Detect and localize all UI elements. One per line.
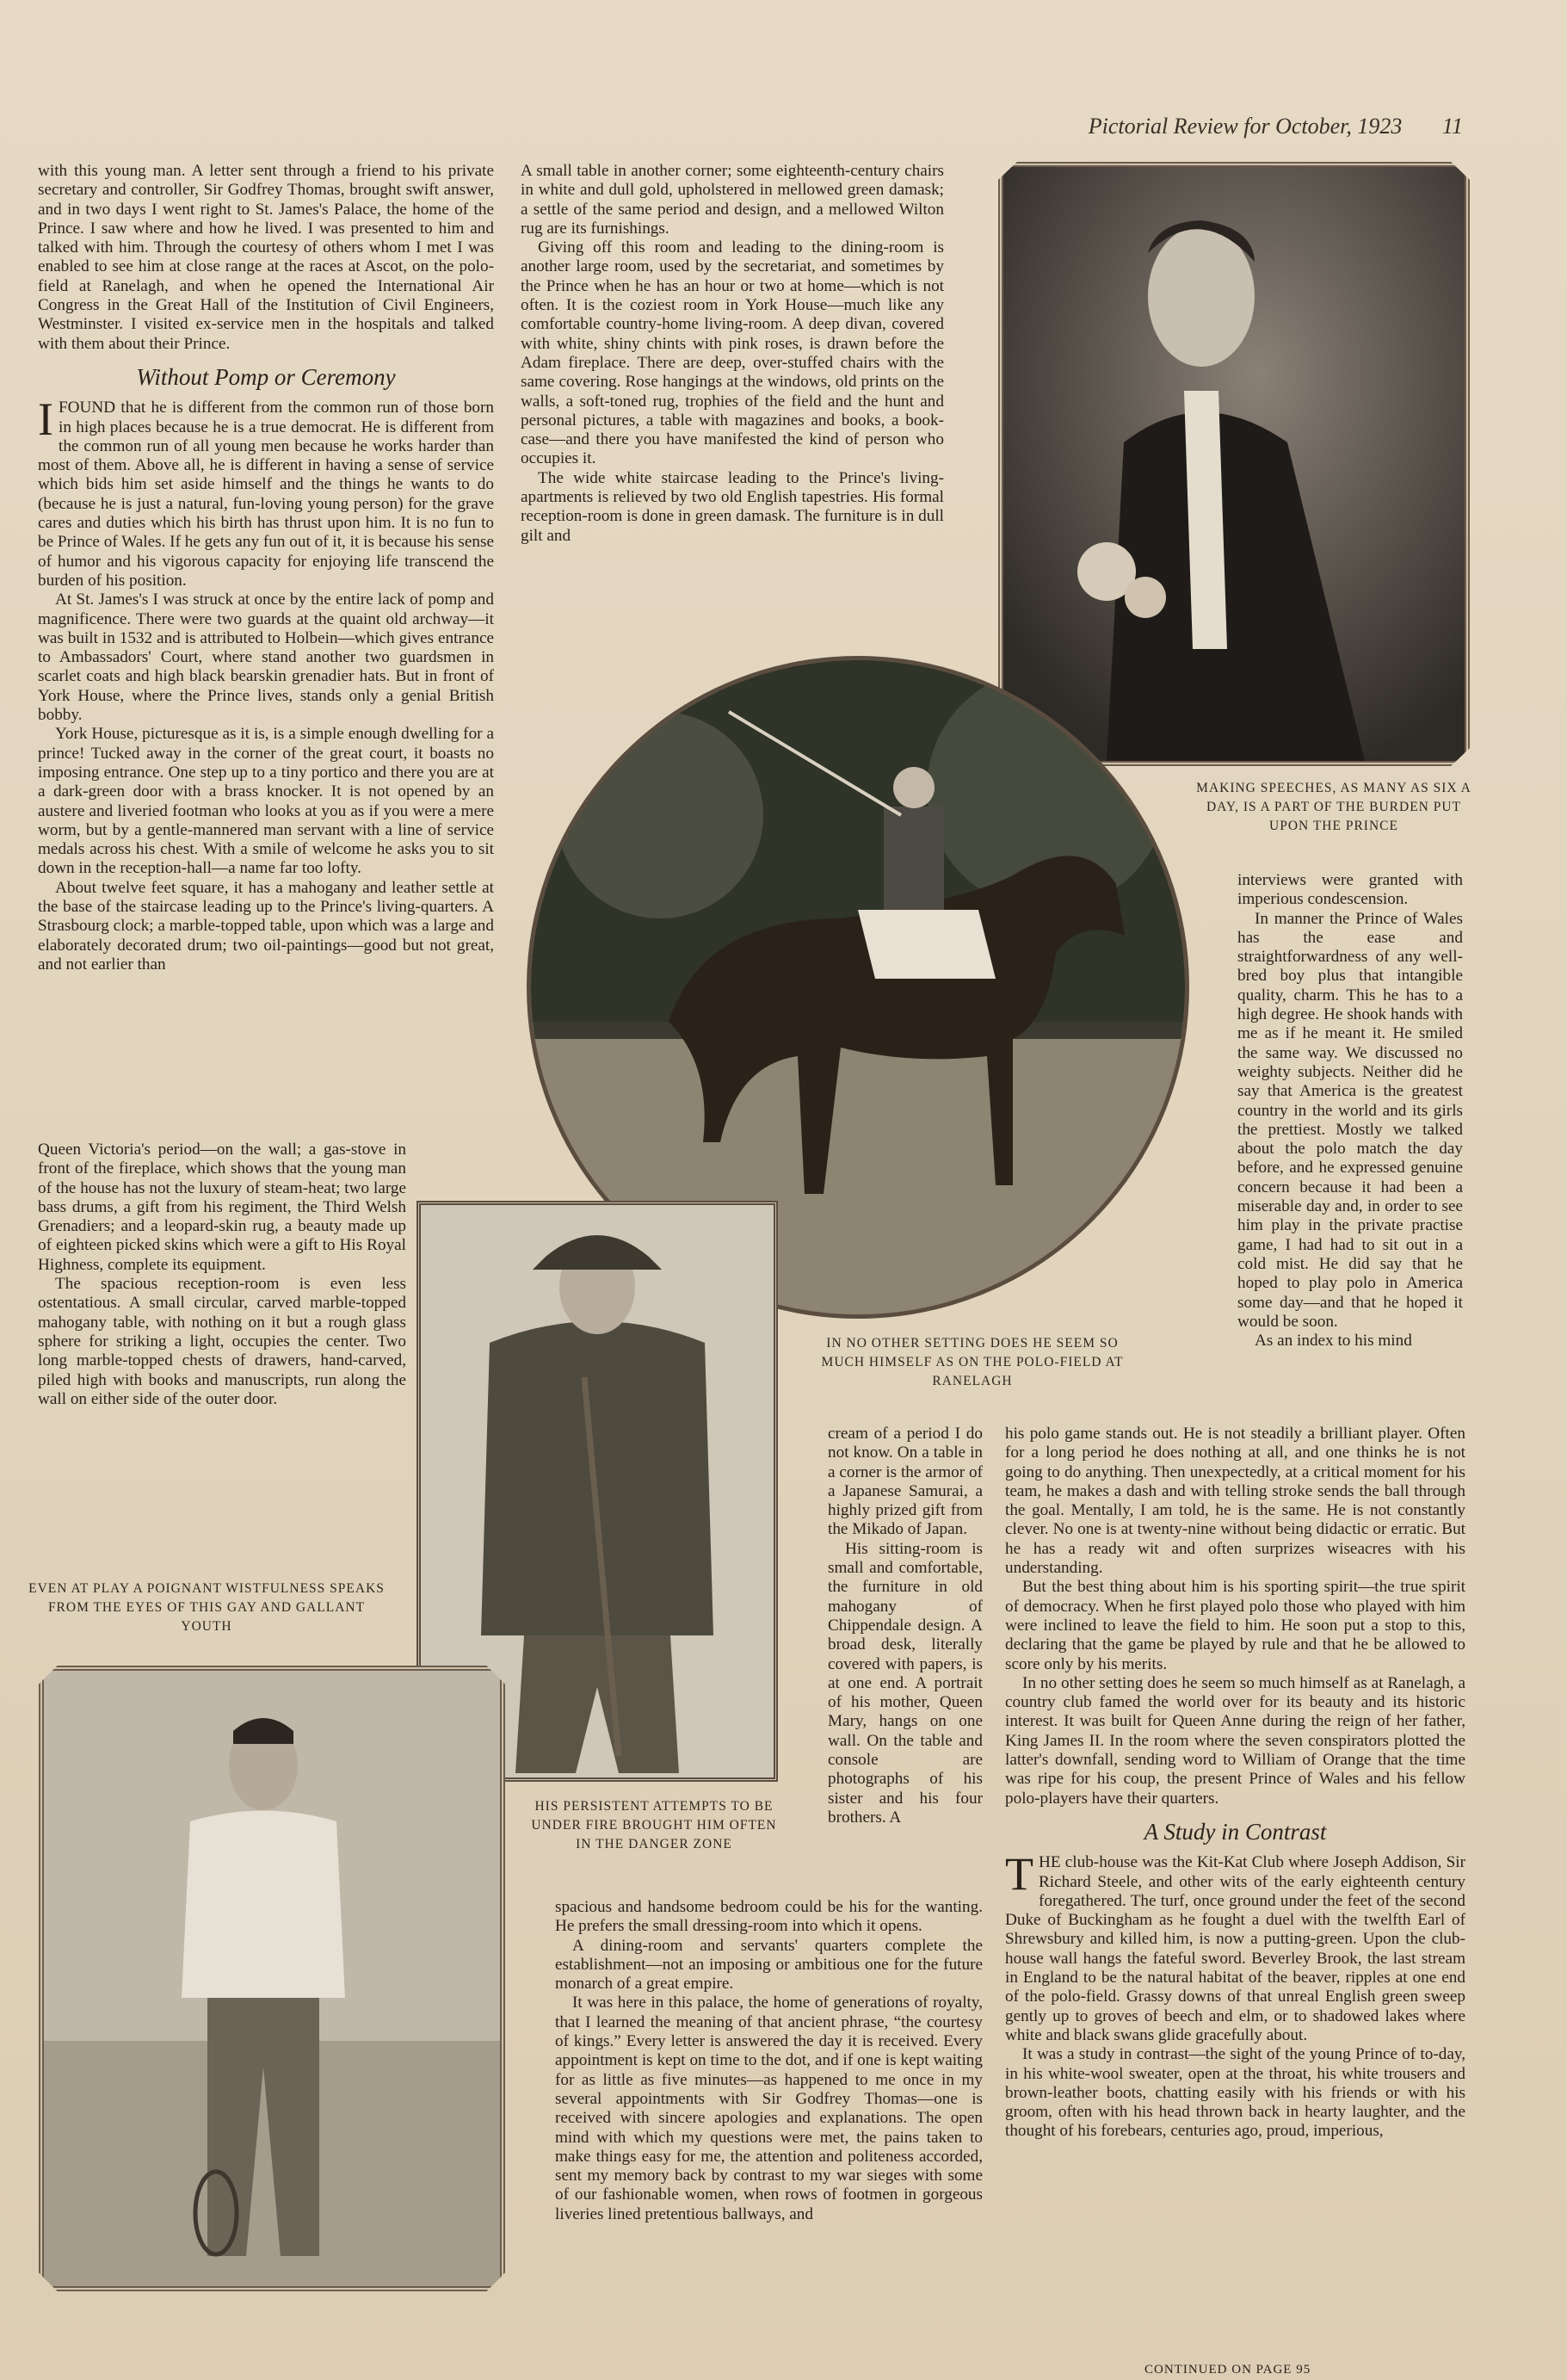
paragraph: About twelve feet square, it has a mahogany and leather settle at the base of the staircase leading up to the Prince's living-quarters. A Strasbourg clock; a marble-topped table, upon which was a large and elaborately decorated drum; two oil-paintings—good but not great, and not earlier than <box>38 878 494 974</box>
column-2 <box>521 162 944 546</box>
paragraph <box>1005 1848 1465 2045</box>
continued-note: CONTINUED ON PAGE 95 <box>1144 2363 1311 2377</box>
paragraph: with this young man. A letter sent through a friend to his private secretary and controller, Sir Godfrey Thomas, brought swift answer, and in two days I went right to St. James's Palace, the home of the Prince. I saw where and how he lived. I was presented to him and talked with him. Through the courtesy of others whom I met I was enabled to see him at close range at the races at Ascot, on the polo-field at Ranelagh, and when he opened the International Air Congress in the Great Hall of the Institution of Civil Engineers, Westminster. I visited ex-service men in the hospitals and talked with them about their Prince. <box>38 162 494 353</box>
paragraph: Queen Victoria's period—on the wall; a gas-stove in front of the fireplace, which shows that the young man of the house has not the luxury of steam-heat; two large bass drums, a gift from his regiment, the Third Welsh Grenadiers; and a leopard-skin rug, a beauty made up of eighteen picked skins which were a gift to His Royal Highness, complete its equipment. <box>38 1141 406 1274</box>
caption-portrait: MAKING SPEECHES, AS MANY AS SIX A DAY, IS A PART OF THE BURDEN PUT UPON THE PRINCE <box>1196 781 1471 833</box>
caption-polo: IN NO OTHER SETTING DOES HE SEEM SO MUCH HIMSELF AS ON THE POLO-FIELD AT RANELAGH <box>821 1336 1124 1388</box>
drop-cap: T <box>1005 1848 1033 1901</box>
drop-cap: I <box>38 393 53 446</box>
paragraph: A small table in another corner; some eighteenth-century chairs in white and dull gold, upholstered in mellowed green damask; a settle of the same period and design, and a mellowed Wilton rug are its furnishings. <box>521 162 944 238</box>
paragraph: At St. James's I was struck at once by the entire lack of pomp and magnificence. There were two guards at the quaint old archway—it was built in 1532 and is attributed to Holbein—which gives entrance to Ambassadors' Court, where stand another two guardsmen in scarlet coats and high black bearskin grenadier hats. But in front of York House, where the Prince lives, stands only a genial British bobby. <box>38 590 494 725</box>
section-heading: Without Pomp or Ceremony <box>136 363 396 390</box>
paragraph: His sitting-room is small and comfortable, the furniture in old mahogany of Chippendale design. A broad desk, literally covered with papers, is at one end. A portrait of his mother, Queen Mary, hangs on one wall. On the table and console are photographs of his sister and his four brothers. A <box>828 1539 983 1827</box>
portrait-illustration <box>1003 167 1465 761</box>
paragraph-text: FOUND that he is different from the common run of those born in high places because he is a true democrat. He is different from the common run of all young men because he works harder than most of them. Above all, he is different in having a sense of service which bids him set aside himself and the things he wants to do (because he is just a natural, fun-loving young person) for the grave cares and duties which his birth has thrust upon him. It is no fun to be Prince of Wales. If he gets any fun out of it, it is because his sense of humor and his vigorous capacity for enjoying life transcend the burden of his position. <box>38 399 494 590</box>
column-2-narrow <box>828 1425 983 1827</box>
paragraph: spacious and handsome bedroom could be his for the wanting. He prefers the small dressing-room into which it opens. <box>555 1898 983 1936</box>
paragraph: Giving off this room and leading to the dining-room is another large room, used by the secretariat, and sometimes by the Prince when he has an hour or two at home—which is not often. It is the coziest room in York House—much like any comfortable country-home living-room. A deep divan, covered with white, shiny chints with pink roses, is drawn before the Adam fireplace. There are deep, over-stuffed chairs with the same covering. Rose hangings at the windows, old prints on the walls, a soft-toned rug, trophies of the field and the hunt and personal pictures, a table with magazines and books, a book-case—and there you have manifested the kind of person who occupies it. <box>521 238 944 468</box>
paragraph: The spacious reception-room is even less ostentatious. A small circular, carved marble-topped mahogany table, with nothing on it but a rough glass sphere for striking a light, occupies the center. Two long marble-topped chests of drawers, hand-carved, piled high with books and manuscripts, run along the wall on either side of the outer door. <box>38 1275 406 1408</box>
caption-tennis: EVEN AT PLAY A POIGNANT WISTFULNESS SPEAKS FROM THE EYES OF THIS GAY AND GALLANT YOUTH <box>28 1581 385 1634</box>
column-1 <box>38 162 494 974</box>
paragraph: As an index to his mind <box>1255 1332 1412 1351</box>
photo-tennis-player <box>39 1666 505 2291</box>
paragraph <box>38 393 494 590</box>
column-3-lower <box>1005 1425 1465 2142</box>
column-2-lower <box>555 1898 983 2224</box>
running-header <box>1033 114 1463 139</box>
page-number: 11 <box>1441 114 1463 139</box>
paragraph: In manner the Prince of Wales has the ease and straightforwardness of any well-bred boy plus that intangible quality, charm. This he has to a high degree. He shook hands with me as if he meant it. He smiled the same way. We discussed no weighty subjects. Neither did he say that America is the greatest country in the world and its girls the prettiest. Mostly we talked about the polo match the day before, and he expressed genuine concern because it had been a miserable day and, in order to see him play in the private practise game, I had had to sit out in a cold mist. He did say that he hoped to play polo in America some day—and that he hoped it would be soon. <box>1237 909 1463 1331</box>
paragraph: It was a study in contrast—the sight of the young Prince of to-day, in his white-wool sweater, open at the throat, his white trousers and brown-leather boots, chatting easily with his friends or with his groom, often with his head thrown back in hearty laughter, and the thought of his forebears, centuries ago, proud, imperious, <box>1005 2045 1465 2141</box>
caption-soldier: HIS PERSISTENT ATTEMPTS TO BE UNDER FIRE BROUGHT HIM OFTEN IN THE DANGER ZONE <box>531 1799 777 1851</box>
section-heading: A Study in Contrast <box>1144 1818 1327 1845</box>
paragraph: In no other setting does he seem so much himself as at Ranelagh, a country club famed the world over for its beauty and its historic interest. It was built for Queen Anne during the reign of her father, King James II. In the room where the seven conspirators plotted the latter's downfall, sending word to William of Orange that the time was ripe for his coup, the present Prince of Wales and his fellow polo-players have their quarters. <box>1005 1673 1465 1808</box>
paragraph: The wide white staircase leading to the Prince's living-apartments is relieved by two old English tapestries. His formal reception-room is done in green damask. The furniture is in dull gilt and <box>521 468 944 545</box>
paragraph: But the best thing about him is his sporting spirit—the true spirit of democracy. When he first played polo those who played with him were inclined to leave the field to him. He soon put a stop to this, declaring that the game be played by rule and that he be allowed to score only by his merits. <box>1005 1578 1465 1673</box>
paragraph: his polo game stands out. He is not steadily a brilliant player. Often for a long period he does nothing at all, and one thinks he is not going to do anything. Then unexpectedly, at a critical moment for his team, he makes a dash and with telling stroke sends the ball through the goal. Mentally, I am told, he is the same. He is not constantly clever. No one is at twenty-nine without being didactic or erratic. But he has a ready wit and often surprizes wiseacres with his understanding. <box>1005 1425 1465 1578</box>
paragraph: cream of a period I do not know. On a table in a corner is the armor of a Japanese Samurai, a highly prized gift from the Mikado of Japan. <box>828 1425 983 1539</box>
magazine-title: Pictorial Review for October, 1923 <box>1088 114 1403 139</box>
column-3-upper <box>1237 871 1463 1351</box>
paragraph: A dining-room and servants' quarters complete the establishment—not an imposing or ambitious one for the future monarch of a great empire. <box>555 1936 983 1994</box>
column-1-lower <box>38 1141 406 1409</box>
paragraph: interviews were granted with imperious condescension. <box>1237 871 1463 909</box>
tennis-illustration <box>44 1671 500 2286</box>
photo-portrait-evening-dress <box>998 162 1470 766</box>
paragraph: York House, picturesque as it is, is a simple enough dwelling for a prince! Tucked away in the corner of the great court, it boasts no imposing entrance. One step up to a tiny portico and there you are at a dark-green door with a brass knocker. It is not opened by an austere and liveried footman who looks at you as if you were a mere worm, but by a gentle-mannered man servant with a line of service medals across his chest. With a smile of welcome he asks you to sit down in the reception-hall—a name far too lofty. <box>38 725 494 878</box>
paragraph-text: HE club-house was the Kit-Kat Club where Joseph Addison, Sir Richard Steele, and other wits of the early eighteenth century foregathered. The turf, once ground under the feet of the second Duke of Buckingham as he fought a duel with the twelfth Earl of Shrewsbury and killed him, is now a putting-green. Upon the club-house wall hangs the fateful sword. Beverley Brook, the last stream in England to be the natural habitat of the beaver, ripples at one end of the polo-field. Grassy downs of that unreal English green sweep gently up to groves of beech and elm, or to shadowed lakes where white and black swans glide gracefully about. <box>1005 1853 1465 2044</box>
paragraph: It was here in this palace, the home of generations of royalty, that I learned the meaning of that ancient phrase, “the courtesy of kings.” Every letter is answered the day it is received. Every appointment is kept on time to the dot, and if one is kept waiting for as little as five minutes—as happened to me once in my several appointments with Sir Godfrey Thomas—one is received with sincere apologies and explanations. The open mind with which my questions were met, the pains taken to make things easy for me, the attention and politeness accorded, sent my memory back by contrast to my war sieges with some of our fashionable women, when rows of footmen in gorgeous liveries lined pretentious ballways, and <box>555 1994 983 2223</box>
